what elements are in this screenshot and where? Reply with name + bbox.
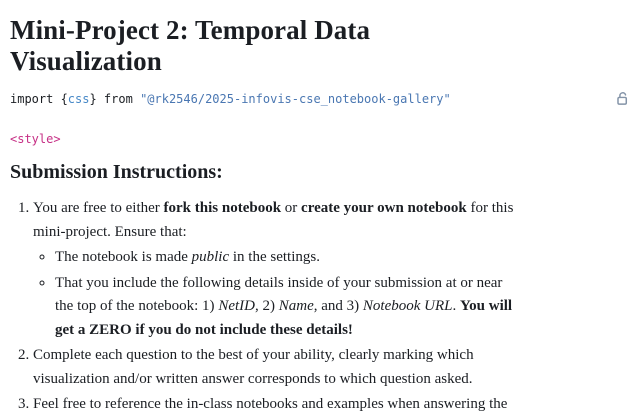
sub-item-1: [55, 246, 630, 270]
sub-item-1-text: ◦ The notebook is made public in the settings.: [55, 249, 320, 265]
list-item-2-text: 2. Complete each question to the best of your ability, clearly marking which visualization and/or written answer corresponds to which question asked.: [33, 347, 474, 387]
unlock-icon: [613, 95, 630, 110]
list-item-1: [33, 197, 630, 342]
list-item-3-clipped: [33, 393, 630, 417]
notebook-page: [0, 15, 640, 415]
style-cell[interactable]: <style>: [10, 132, 61, 146]
section-heading: Submission Instructions:: [10, 161, 223, 183]
visibility-lock-button[interactable]: [613, 90, 630, 107]
import-cell-row: [10, 92, 630, 107]
list-item-3-text: 3. Feel free to reference the in-class notebooks and examples when answering the: [33, 396, 508, 412]
instructions-list: [10, 197, 630, 417]
sub-list: [33, 246, 630, 342]
import-cell-code[interactable]: import {css} from "@rk2546/2025-infovis-cse_notebook-gallery": [10, 92, 451, 106]
list-item-1-text: 1. You are free to either fork this notebook or create your own notebook for this mini-project. Ensure that:: [33, 200, 514, 240]
list-item-2: [33, 344, 630, 391]
sub-item-2: [55, 272, 630, 343]
sub-item-2-text: ◦ That you include the following details inside of your submission at or near the top of the notebook: 1) NetID, 2) Name, and 3) Notebook URL. You will get a ZERO if you do not include these details!: [55, 274, 513, 338]
page-title: Mini-Project 2: Temporal Data Visualization: [10, 15, 371, 76]
